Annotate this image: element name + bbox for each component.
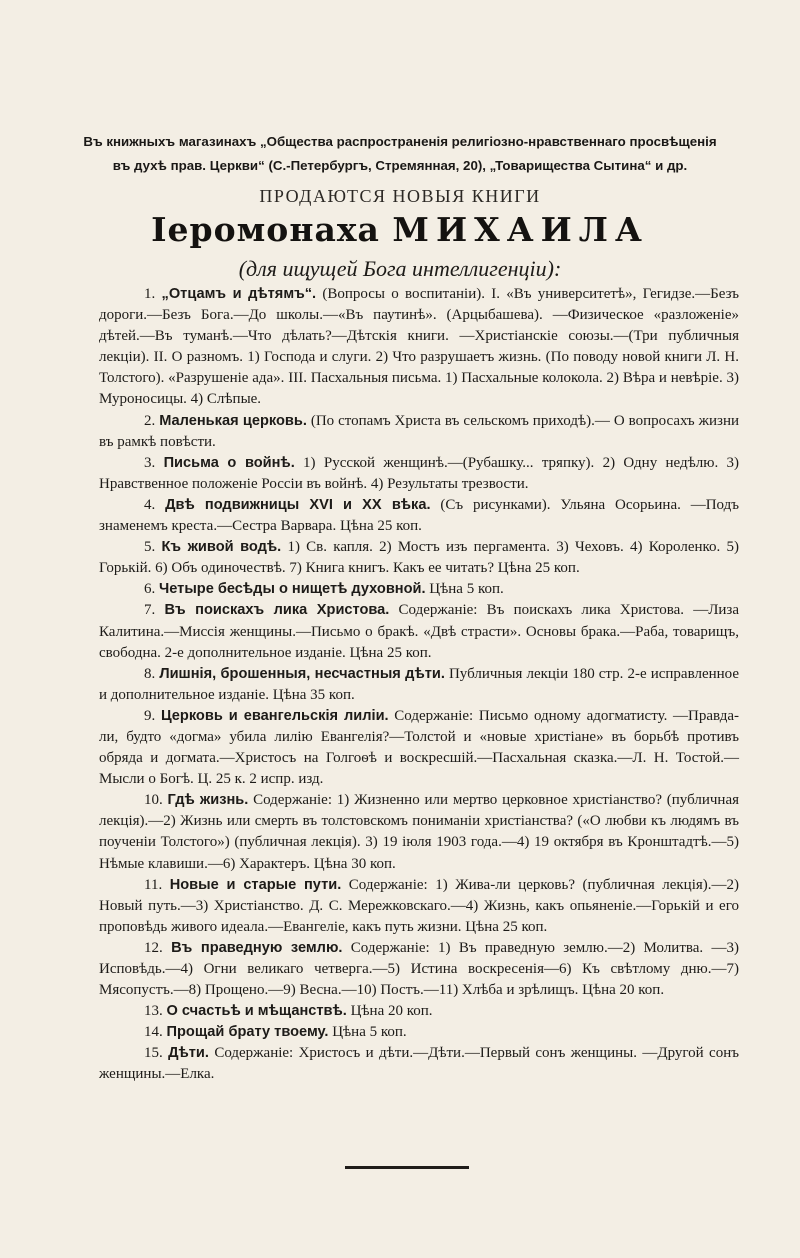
author-title-prefix: Іеромонаха	[151, 210, 380, 249]
book-entry	[99, 579, 739, 600]
book-entry	[99, 453, 739, 495]
book-title: Дѣти.	[168, 1045, 209, 1062]
book-title: Новые и старые пути.	[169, 876, 342, 893]
book-description: Цѣна 5 коп.	[425, 581, 504, 598]
book-number: 11.	[144, 876, 163, 893]
book-description: Содержаніе: Въ поискахъ лика Христова. —Лиза Калитина.—Миссія женщины.—Письмо о бракѣ. «Двѣ страсти». Основы брака.—Раба, товарищъ, свободна. 2-е дополнительное изданіе. Цѣна 25 коп.	[99, 602, 740, 661]
book-number: 4.	[144, 496, 156, 513]
book-entry	[99, 790, 739, 874]
header-line-1: Въ книжныхъ магазинахъ „Общества распространенія религіозно-нравственнаго просвѣщенія	[83, 134, 717, 149]
book-number: 2.	[144, 412, 156, 429]
book-title: Четыре бесѣды о нищетѣ духовной.	[159, 581, 426, 598]
sale-subtitle: ПРОДАЮТСЯ НОВЫЯ КНИГИ	[259, 186, 541, 206]
book-description: Цѣна 5 коп.	[328, 1024, 407, 1041]
book-entry	[99, 706, 739, 790]
book-description: (Вопросы о воспитаніи). I. «Въ университетѣ», Гегидзе.—Безъ дороги.—Безъ Бога.—До школы.—«Въ паутинѣ». (Арцыбашева). —Физическое «разложеніе» дѣтей.—Въ туманѣ.—Что дѣлать?—Дѣтскія книги. —Христіанскіе союзы.—(Три публичныя лекціи). II. О разномъ. 1) Господа и слуги. 2) Что разрушаетъ жизнь. (По поводу новой книги Л. Н. Толстого). «Разрушеніе ада». III. Пасхальныя письма. 1) Пасхальные колокола. 2) Вѣра и невѣріе. 3) Муроносицы. 4) Слѣпые.	[99, 286, 740, 408]
author-title	[60, 202, 740, 258]
book-number: 9.	[144, 707, 156, 724]
book-title: Къ живой водѣ.	[161, 539, 282, 556]
book-number: 14.	[144, 1024, 163, 1041]
closing-rule	[345, 1166, 469, 1169]
book-number: 13.	[144, 1003, 163, 1020]
book-title: Лишнія, брошенныя, несчастныя дѣти.	[159, 665, 445, 682]
book-description: Содержаніе: Письмо одному адогматисту. —Правда-ли, будто «догма» убила лилію Евангелія?—Толстой и «новые христіане» въ борьбѣ противъ обряда и догмата.—Христосъ на Голгоѳѣ и воскресшій.—Пасхальная сказка.—Л. Н. Тостой.—Мысли о Богѣ. Ц. 25 к. 2 испр. изд.	[99, 707, 740, 788]
book-number: 5.	[144, 539, 156, 556]
book-entry	[99, 284, 739, 411]
book-number: 6.	[144, 581, 156, 598]
book-number: 12.	[144, 939, 163, 956]
book-title: О счастьѣ и мѣщанствѣ.	[166, 1003, 347, 1020]
book-number: 8.	[144, 665, 156, 682]
book-description: 1) Русской женщинѣ.—(Рубашку... тряпку). 2) Одну недѣлю. 3) Нравственное положеніе Россіи въ войнѣ. 4) Результаты трезвости.	[99, 454, 739, 492]
book-number: 15.	[144, 1045, 163, 1062]
book-entry	[99, 875, 739, 938]
author-title-name: МИХАИЛА	[392, 210, 649, 249]
book-entry	[99, 1043, 739, 1085]
book-title: Въ поискахъ лика Христова.	[164, 602, 390, 619]
bookstore-header	[60, 130, 740, 178]
book-title: Въ праведную землю.	[171, 939, 343, 956]
book-description: 1) Св. капля. 2) Мостъ изъ пергамента. 3) Чеховъ. 4) Короленко. 5) Горькій. 6) Объ одиночествѣ. 7) Книга книгъ. Какъ ее читать? Цѣна 25 коп.	[99, 539, 740, 577]
book-description: Содержаніе: 1) Жизненно или мертво церковное христіанство? (публичная лекція).—2) Жизнь или смерть въ толстовскомъ пониманіи христіанства? («О любви къ людямъ въ поученіи Толстого») (публичная лекція). 3) 19 іюля 1903 года.—4) 19 октября въ Кронштадтѣ.—5) Нѣмые клавиши.—6) Характеръ. Цѣна 30 коп.	[99, 792, 740, 872]
book-title: Гдѣ жизнь.	[167, 792, 249, 809]
book-entry	[99, 938, 739, 1001]
book-entry	[99, 600, 739, 663]
header-line-2: въ духѣ прав. Церкви“ (С.-Петербургъ, Стремянная, 20), „Товарищества Сытина“ и др.	[112, 158, 688, 173]
book-title: Письма о войнѣ.	[163, 454, 295, 471]
book-entry	[99, 411, 739, 453]
book-entry	[99, 1022, 739, 1043]
book-description: Содержаніе: 1) Въ праведную землю.—2) Молитва. —3) Исповѣдь.—4) Огни великаго четверга.—5) Истина воскресенія—6) Къ свѣтлому дню.—7) Мясопустъ.—8) Прощено.—9) Весна.—10) Постъ.—11) Хлѣба и зрѣлищъ. Цѣна 20 коп.	[99, 939, 739, 999]
book-description: Цѣна 20 коп.	[346, 1003, 433, 1020]
book-title: Двѣ подвижницы XVI и XX вѣка.	[165, 496, 431, 513]
book-description: Содержаніе: Христосъ и дѣти.—Дѣти.—Первый сонъ женщины. —Другой сонъ женщины.—Елка.	[99, 1045, 739, 1083]
book-entry	[99, 664, 739, 706]
book-title: Прощай брату твоему.	[166, 1024, 329, 1041]
book-number: 7.	[144, 602, 156, 619]
book-description: Содержаніе: 1) Жива-ли церковь? (публичная лекція).—2) Новый путь.—3) Христіанство. Д. С. Мережковскаго.—4) Жизнь, какъ опьяненіе.—Горькій и его проповѣдь живого идеала.—Евангеліе, какъ путь жизни. Цѣна 25 коп.	[99, 876, 740, 935]
book-number: 3.	[144, 454, 156, 471]
book-title: Маленькая церковь.	[159, 412, 307, 429]
book-entry	[99, 1001, 739, 1022]
book-description: (Съ рисунками). Ульяна Осорьина. —Подъ знаменемъ креста.—Сестра Варвара. Цѣна 25 коп.	[99, 496, 739, 535]
book-description: (По стопамъ Христа въ сельскомъ приходѣ).— О вопросахъ жизни въ рамкѣ повѣсти.	[99, 412, 740, 450]
audience-tagline: (для ищущей Бога интеллигенціи):	[238, 256, 562, 281]
book-title: Церковь и евангельскія лиліи.	[160, 707, 389, 724]
book-title: „Отцамъ и дѣтямъ“.	[161, 286, 317, 302]
book-entry	[99, 495, 739, 537]
book-entry	[99, 537, 739, 579]
book-number: 10.	[144, 792, 163, 809]
book-list	[99, 284, 739, 1086]
book-description: Публичныя лекціи 180 стр. 2-е исправленное и дополнительное изданіе. Цѣна 35 коп.	[99, 665, 740, 703]
book-number: 1.	[144, 286, 156, 302]
